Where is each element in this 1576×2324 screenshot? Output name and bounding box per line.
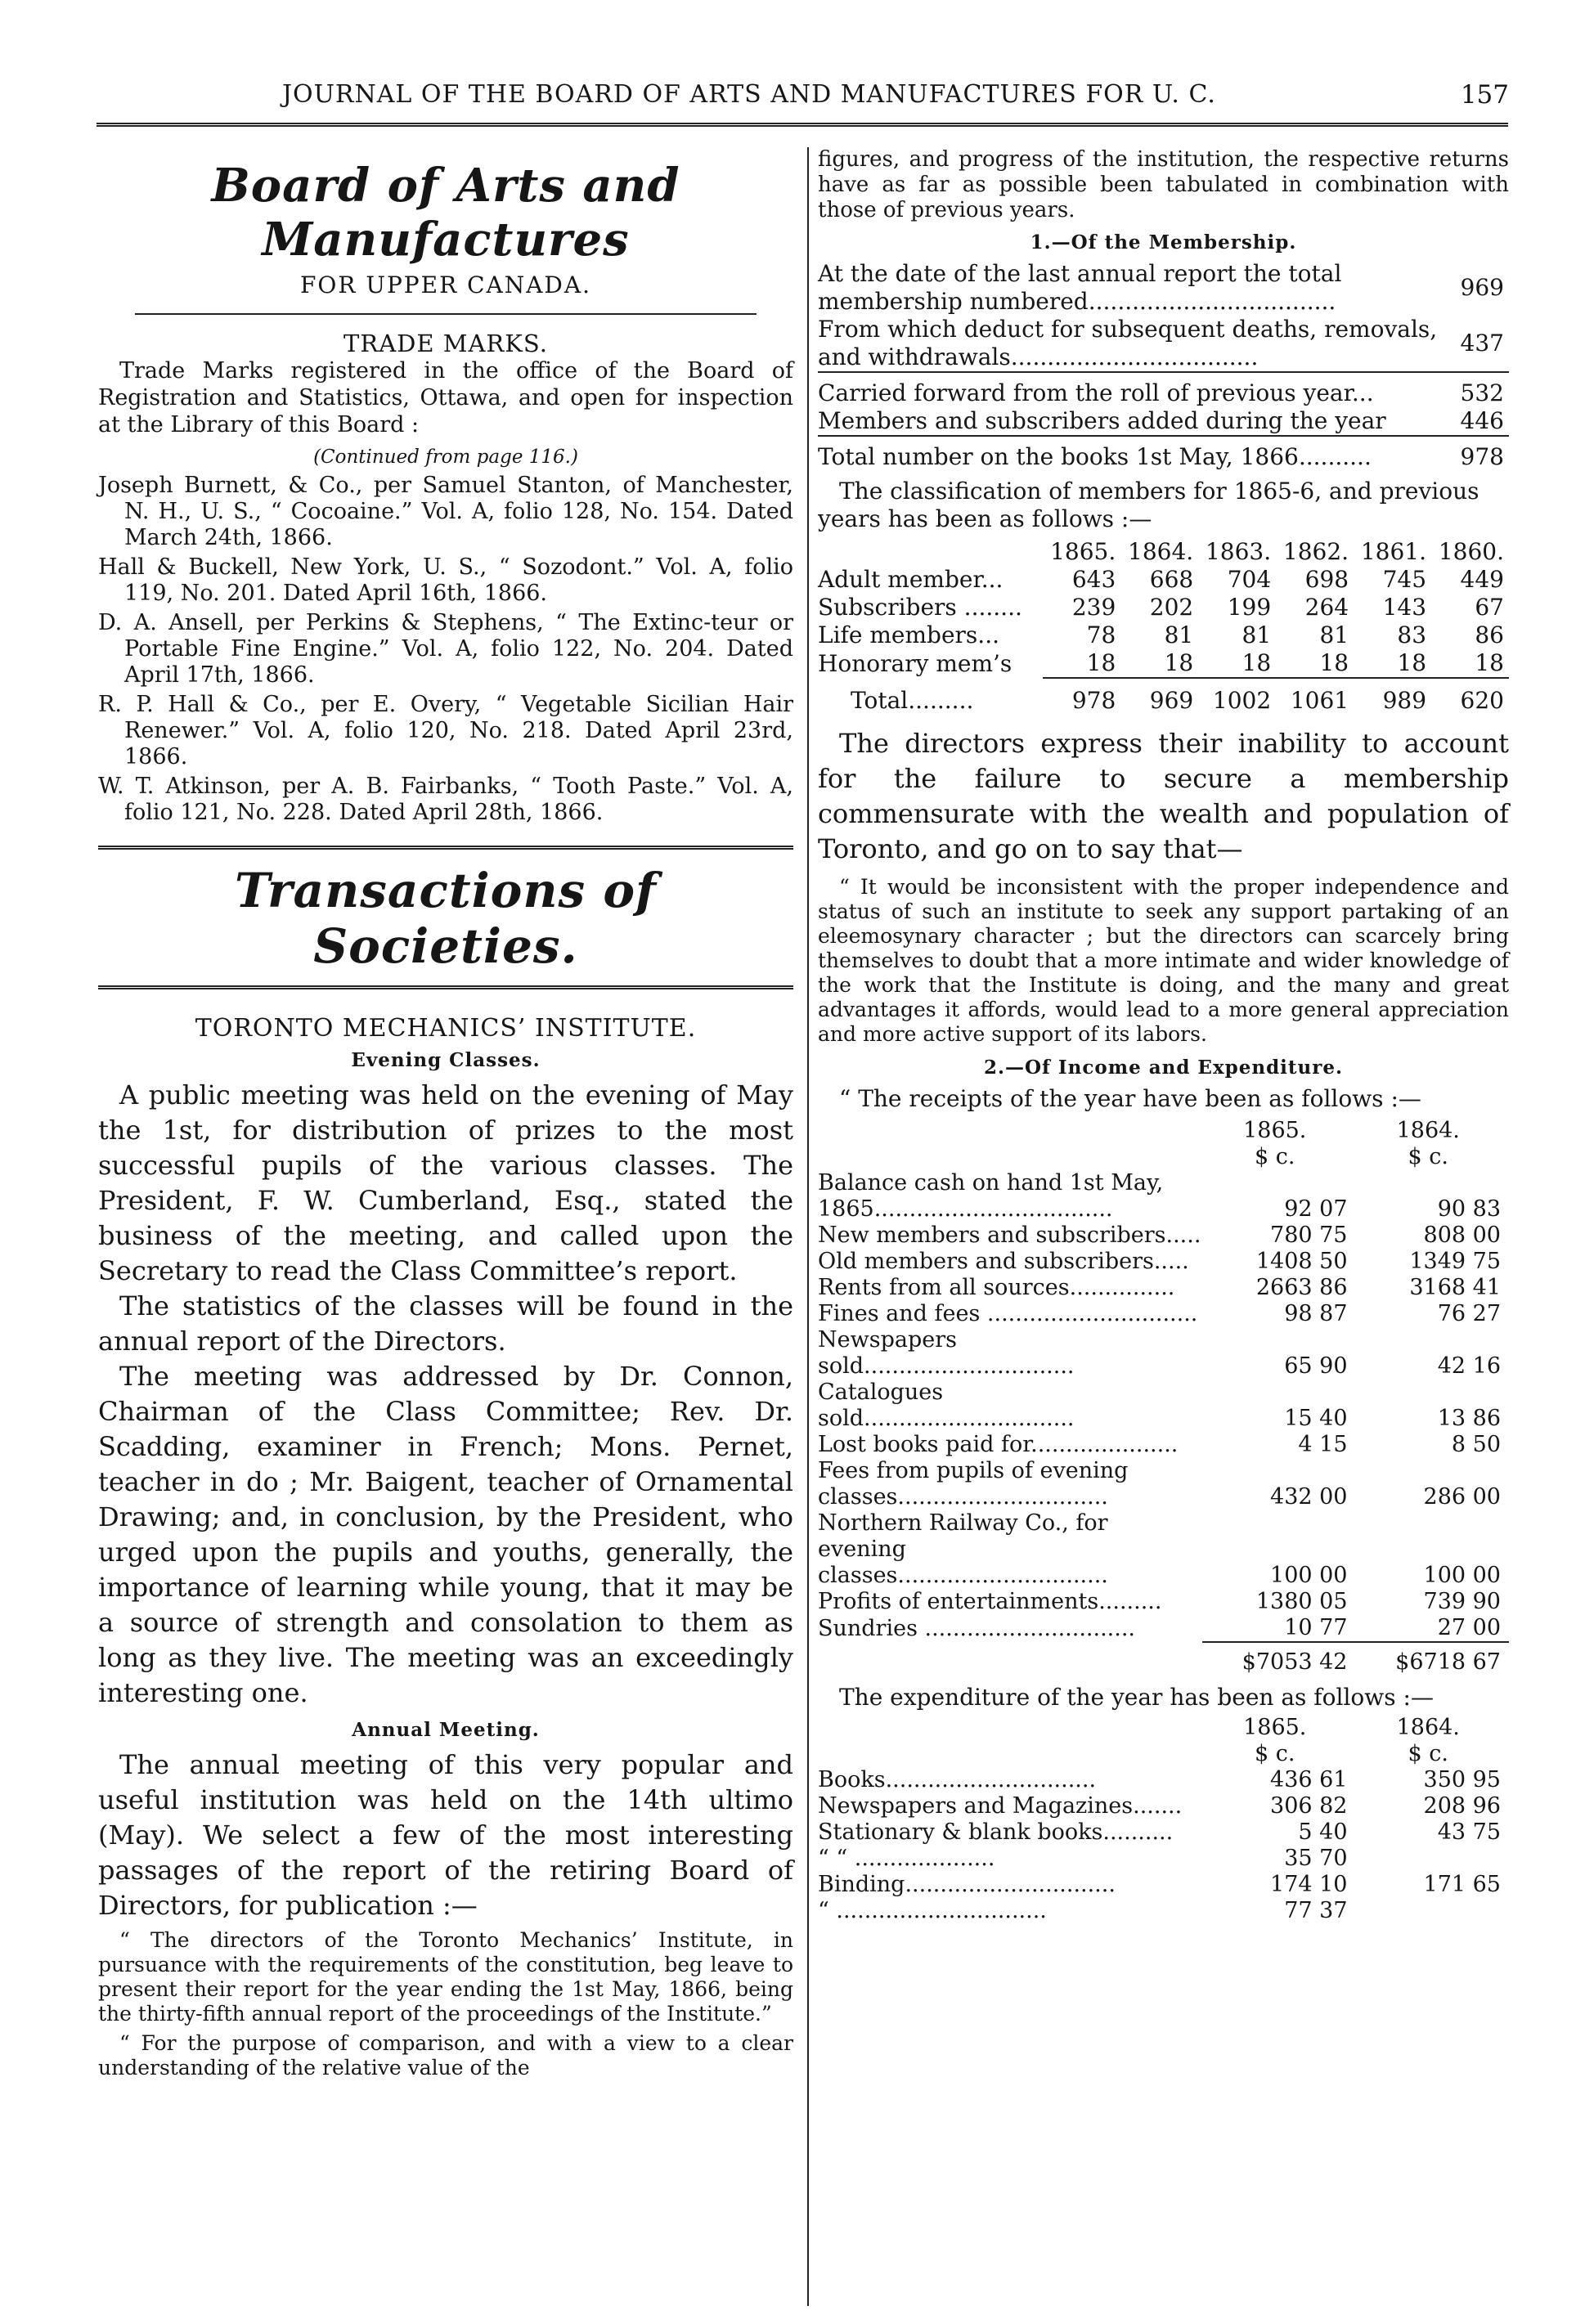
cell: 81 — [1241, 621, 1272, 648]
table-row — [818, 407, 1509, 436]
classification-table — [818, 538, 1509, 715]
expenditure-table — [818, 1715, 1509, 1924]
cell: 4 15 — [1298, 1432, 1348, 1457]
table-row — [818, 1898, 1509, 1924]
total-row — [818, 1642, 1509, 1676]
row-label: Books.............................. — [818, 1767, 1097, 1792]
trade-marks-intro: Trade Marks registered in the office of the Board of Registration and Statistics, Ottawa, and open for inspection at the Library of this Board : — [98, 358, 793, 437]
board-subheading: FOR UPPER CANADA. — [300, 271, 591, 298]
cell: 264 — [1304, 594, 1349, 621]
cell: 1380 05 — [1255, 1589, 1348, 1614]
year-header: 1865. — [1243, 1118, 1307, 1143]
table-header-row — [818, 538, 1509, 566]
cell: 77 37 — [1284, 1898, 1348, 1923]
table-row — [818, 1819, 1509, 1846]
row-label: Total......... — [851, 687, 974, 714]
page-number: 157 — [1460, 80, 1509, 110]
row-label: Adult member... — [818, 566, 1004, 593]
row-label: Members and subscribers added during the year — [818, 407, 1386, 434]
cell: 18 — [1241, 649, 1272, 676]
column-rule — [807, 147, 809, 2306]
table-row — [818, 649, 1509, 678]
cell: 780 75 — [1270, 1223, 1348, 1248]
cell: 989 — [1382, 687, 1427, 714]
cell: 92 07 — [1284, 1196, 1348, 1222]
receipts-intro: “ The receipts of the year have been as follows :— — [839, 1085, 1421, 1112]
row-label: New members and subscribers..... — [818, 1223, 1201, 1248]
table-row — [818, 316, 1509, 372]
trade-mark-entry: D. A. Ansell, per Perkins & Stephens, “ The Extinc-teur or Portable Fine Engine.” Vol. A, folio 122, No. 204. Dated April 17th, 1866. — [98, 610, 793, 688]
cell: 739 90 — [1423, 1589, 1501, 1614]
annual-paragraph: The annual meeting of this very popular and useful institution was held on the 14th ultimo (May). We select a few of the most interesting passages of the report of the retiring Board of Directors, for publication :— — [98, 1749, 793, 1921]
cell: 643 — [1071, 566, 1116, 593]
table-row — [818, 1846, 1509, 1872]
table-row — [818, 1249, 1509, 1275]
table-row — [818, 1615, 1509, 1642]
table-row — [818, 1458, 1509, 1510]
row-label: Carried forward from the roll of previous year... — [818, 379, 1374, 406]
annual-quote: “ For the purpose of comparison, and with a view to a clear understanding of the relative value of the — [98, 2031, 793, 2079]
receipts-table — [818, 1118, 1509, 1676]
cell: 969 — [1149, 687, 1194, 714]
row-label: From which deduct for subsequent deaths, removals, and withdrawals.................................. — [818, 316, 1438, 370]
cell: 199 — [1227, 594, 1272, 621]
directors-quote: “ It would be inconsistent with the proper independence and status of such an institute to seek any support partaking of an eleemosynary character ; but the directors can scarcely bring themselves to doubt that a more intimate and wider knowledge of the work that the Institute is doing, and the many and great advantages it affords, would lead to a more general appreciation and more active support of its labors. — [818, 875, 1509, 1046]
transactions-heading: Transactions of Societies. — [235, 863, 657, 974]
cell: 100 00 — [1270, 1563, 1348, 1588]
unit-header: $ c. — [1408, 1741, 1448, 1766]
table-header-row — [818, 1741, 1509, 1767]
trade-mark-entry: W. T. Atkinson, per A. B. Fairbanks, “ Tooth Paste.” Vol. A, folio 121, No. 228. Dated April 28th, 1866. — [98, 774, 793, 825]
cell: 1002 — [1212, 687, 1272, 714]
row-value: 969 — [1460, 274, 1504, 301]
row-label: Catalogues sold.............................. — [818, 1380, 1075, 1431]
table-row — [818, 1872, 1509, 1898]
cell: 81 — [1319, 621, 1349, 648]
row-value: 437 — [1460, 330, 1504, 357]
evening-paragraph: The statistics of the classes will be found in the annual report of the Directors. — [98, 1290, 793, 1357]
cell: 98 87 — [1284, 1301, 1348, 1326]
year-header: 1864. — [1128, 538, 1194, 565]
top-rule — [97, 123, 1508, 128]
row-label: Subscribers ........ — [818, 594, 1022, 621]
row-label: Rents from all sources............... — [818, 1275, 1175, 1300]
year-header: 1862. — [1282, 538, 1349, 565]
row-label: Stationary & blank books.......... — [818, 1819, 1174, 1845]
trade-marks-heading: TRADE MARKS. — [343, 330, 548, 357]
row-label: Profits of entertainments......... — [818, 1589, 1162, 1614]
cell: 27 00 — [1437, 1615, 1501, 1640]
cell: 78 — [1086, 621, 1116, 648]
year-header: 1861. — [1360, 538, 1427, 565]
left-column — [98, 147, 793, 2080]
table-row — [818, 1589, 1509, 1615]
cell: 432 00 — [1270, 1484, 1348, 1510]
table-row — [818, 1380, 1509, 1432]
cell: 202 — [1149, 594, 1194, 621]
trade-mark-entry: R. P. Hall & Co., per E. Overy, “ Vegetable Sicilian Hair Renewer.” Vol. A, folio 120, No. 218. Dated April 23rd, 1866. — [98, 692, 793, 769]
continued-text: figures, and progress of the institution, the respective returns have as far as possible been tabulated in combination with those of previous years. — [818, 147, 1509, 222]
table-row — [818, 1223, 1509, 1249]
cell: 18 — [1475, 649, 1504, 676]
cell: 18 — [1164, 649, 1194, 676]
row-value: 978 — [1460, 443, 1504, 470]
cell: 3168 41 — [1409, 1275, 1501, 1300]
cell — [1356, 1846, 1510, 1872]
cell: 620 — [1460, 687, 1504, 714]
double-divider — [98, 846, 793, 851]
cell: 90 83 — [1437, 1196, 1501, 1222]
cell: 10 77 — [1284, 1615, 1348, 1640]
row-label: Honorary mem’s — [818, 649, 1013, 677]
year-header: 1864. — [1396, 1118, 1460, 1143]
table-row — [818, 443, 1509, 471]
total-row — [818, 687, 1509, 715]
cell: 286 00 — [1423, 1484, 1501, 1510]
cell: 1061 — [1290, 687, 1349, 714]
table-row — [818, 1170, 1509, 1223]
table-row — [818, 1432, 1509, 1458]
cell: 704 — [1227, 566, 1272, 593]
row-label: Newspapers and Magazines....... — [818, 1793, 1183, 1819]
table-row — [818, 1767, 1509, 1793]
trade-mark-entry: Joseph Burnett, & Co., per Samuel Stanton, of Manchester, N. H., U. S., “ Cocoaine.” Vol. A, folio 128, No. 154. Dated March 24th, 1866. — [98, 473, 793, 550]
row-label: “ “ .................... — [818, 1846, 995, 1871]
row-label: Binding.............................. — [818, 1872, 1116, 1897]
table-row — [818, 1301, 1509, 1327]
cell: 86 — [1475, 621, 1504, 648]
unit-header: $ c. — [1408, 1144, 1448, 1169]
membership-table — [818, 260, 1509, 471]
directors-paragraph: The directors express their inability to account for the failure to secure a membership commensurate with the wealth and population of Toronto, and go on to say that— — [818, 728, 1509, 864]
trade-mark-entry: Hall & Buckell, New York, U. S., “ Sozodont.” Vol. A, folio 119, No. 201. Dated April 16th, 1866. — [98, 554, 793, 606]
cell: 76 27 — [1437, 1301, 1501, 1326]
year-header: 1863. — [1205, 538, 1272, 565]
row-value: 446 — [1460, 407, 1504, 434]
row-label: Sundries .............................. — [818, 1616, 1135, 1641]
year-header: 1860. — [1438, 538, 1504, 565]
table-row — [818, 1275, 1509, 1301]
cell: 5 40 — [1298, 1819, 1348, 1845]
table-row — [818, 379, 1509, 407]
cell: 745 — [1382, 566, 1427, 593]
cell: 81 — [1164, 621, 1194, 648]
cell: 978 — [1071, 687, 1116, 714]
tmi-heading: TORONTO MECHANICS’ INSTITUTE. — [195, 1014, 697, 1043]
evening-paragraph: A public meeting was held on the evening of May the 1st, for distribution of prizes to the most successful pupils of the various classes. The President, F. W. Cumberland, Esq., stated the business of the meeting, and called upon the Secretary to read the Class Committee’s report. — [98, 1079, 793, 1286]
row-label: Balance cash on hand 1st May, 1865.................................. — [818, 1170, 1164, 1222]
continued-note: (Continued from page 116.) — [313, 446, 578, 468]
double-divider — [98, 985, 793, 991]
row-label: Total number on the books 1st May, 1866.......... — [818, 443, 1372, 470]
cell: 100 00 — [1423, 1563, 1501, 1588]
cell: 42 16 — [1437, 1353, 1501, 1379]
cell — [1356, 1898, 1510, 1924]
table-row — [818, 260, 1509, 316]
cell: 1408 50 — [1255, 1249, 1348, 1274]
annual-quote: “ The directors of the Toronto Mechanics’ Institute, in pursuance with the requirements of the constitution, beg leave to present their report for the year ending the 1st May, 1866, being the thirty-fifth annual report of the proceedings of the Institute.” — [98, 1928, 793, 2026]
evening-classes-heading: Evening Classes. — [351, 1049, 541, 1071]
row-value: 532 — [1460, 379, 1504, 406]
cell: 18 — [1397, 649, 1427, 676]
cell: 18 — [1319, 649, 1349, 676]
row-label: Old members and subscribers..... — [818, 1249, 1189, 1274]
cell: $7053 42 — [1202, 1642, 1356, 1676]
cell: 65 90 — [1284, 1353, 1348, 1379]
cell: 8 50 — [1451, 1432, 1501, 1457]
expenditure-intro: The expenditure of the year has been as follows :— — [839, 1684, 1434, 1711]
table-header-row — [818, 1715, 1509, 1741]
cell: $6718 67 — [1356, 1642, 1510, 1676]
cell: 1349 75 — [1409, 1249, 1501, 1274]
row-label: Lost books paid for..................... — [818, 1432, 1179, 1457]
cell: 2663 86 — [1255, 1275, 1348, 1300]
cell: 35 70 — [1284, 1846, 1348, 1871]
journal-title: JOURNAL OF THE BOARD OF ARTS AND MANUFACTURES FOR U. C. — [282, 80, 1216, 109]
board-heading: Board of Arts and Manufactures — [211, 159, 680, 267]
year-header: 1864. — [1396, 1715, 1460, 1740]
evening-paragraph: The meeting was addressed by Dr. Connon, Chairman of the Class Committee; Rev. Dr. Scadding, examiner in French; Mons. Pernet, teacher in do ; Mr. Baigent, teacher of Ornamental Drawing; and, in conclusion, by the President, who urged upon the pupils and youths, generally, the importance of learning while young, that it may be a source of strength and consolation to them as long as they live. The meeting was an exceedingly interesting one. — [98, 1361, 793, 1708]
table-header-row — [818, 1144, 1509, 1170]
cell: 306 82 — [1270, 1793, 1348, 1819]
unit-header: $ c. — [1255, 1741, 1295, 1766]
cell: 18 — [1086, 649, 1116, 676]
table-row — [818, 621, 1509, 649]
row-label: Fines and fees .............................. — [818, 1301, 1198, 1326]
running-head — [98, 72, 1509, 116]
table-header-row — [818, 1118, 1509, 1144]
right-column — [818, 147, 1509, 1924]
cell: 174 10 — [1270, 1872, 1348, 1897]
table-row — [818, 1327, 1509, 1380]
cell: 239 — [1071, 594, 1116, 621]
classification-intro: The classification of members for 1865-6, and previous years has been as follows :— — [818, 478, 1479, 532]
cell: 13 86 — [1437, 1406, 1501, 1431]
cell: 668 — [1149, 566, 1194, 593]
row-label: Fees from pupils of evening classes.............................. — [818, 1458, 1129, 1510]
table-row — [818, 1793, 1509, 1819]
row-label: Northern Railway Co., for evening classes.............................. — [818, 1510, 1108, 1588]
divider — [135, 313, 757, 315]
cell: 171 65 — [1423, 1872, 1501, 1897]
cell: 698 — [1304, 566, 1349, 593]
cell: 449 — [1460, 566, 1504, 593]
cell: 808 00 — [1423, 1223, 1501, 1248]
cell: 143 — [1382, 594, 1427, 621]
year-header: 1865. — [1050, 538, 1116, 565]
table-row — [818, 594, 1509, 621]
row-label: At the date of the last annual report the total membership numbered.................................. — [818, 260, 1342, 315]
cell: 67 — [1475, 594, 1504, 621]
cell: 350 95 — [1423, 1767, 1501, 1792]
table-row — [818, 1510, 1509, 1589]
cell: 83 — [1397, 621, 1427, 648]
income-heading: 2.—Of Income and Expenditure. — [983, 1057, 1344, 1079]
year-header: 1865. — [1243, 1715, 1307, 1740]
row-label: Newspapers sold.............................. — [818, 1327, 1075, 1379]
table-row — [818, 566, 1509, 594]
cell: 436 61 — [1270, 1767, 1348, 1792]
membership-heading: 1.—Of the Membership. — [1030, 231, 1297, 253]
unit-header: $ c. — [1255, 1144, 1295, 1169]
row-label: “ .............................. — [818, 1898, 1047, 1923]
cell: 208 96 — [1423, 1793, 1501, 1819]
cell: 43 75 — [1437, 1819, 1501, 1845]
annual-meeting-heading: Annual Meeting. — [352, 1719, 540, 1741]
cell: 15 40 — [1284, 1406, 1348, 1431]
row-label: Life members... — [818, 621, 1000, 648]
